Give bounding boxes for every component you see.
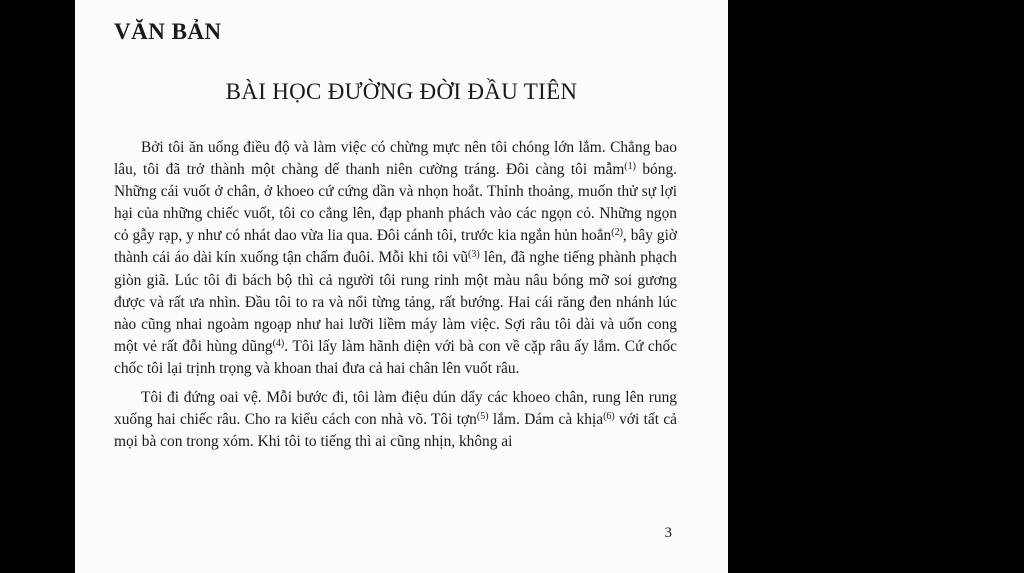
paragraph [114, 387, 677, 453]
page-title: BÀI HỌC ĐƯỜNG ĐỜI ĐẦU TIÊN [225, 79, 578, 104]
footnote-marker: (2) [611, 227, 623, 239]
body-text [114, 137, 677, 460]
text-run: , bây giờ thành cái áo dài kín xuống tận chấm đuôi. Mỗi khi tôi vũ [114, 227, 678, 267]
text-run: lắm. Dám cà khịa [488, 411, 604, 429]
section-label: VĂN BẢN [114, 19, 222, 44]
footnote-marker: (5) [476, 411, 489, 423]
text-run: Bởi tôi ăn uống điều độ và làm việc có chừng mực nên tôi chóng lớn lắm. Chẳng bao lâu, tôi đã trở thành một chàng dế thanh niên cường tráng. Đôi càng tôi mẫm [114, 139, 677, 179]
page-number: 3 [664, 525, 672, 541]
text-run: . Tôi lấy làm hãnh diện với bà con về cặp râu ấy lắm. Cứ chốc chốc tôi lại trịnh trọng và khoan thai đưa cả hai chân lên vuốt râu. [114, 337, 677, 377]
footnote-marker: (4) [272, 337, 285, 349]
text-run: Tôi đi đứng oai vệ. Mỗi bước đi, tôi làm điệu dún dẩy các khoeo chân, rung lên rung xuống hai chiếc râu. Cho ra kiểu cách con nhà võ. Tôi tợn [114, 389, 677, 429]
text-run: lên, đã nghe tiếng phành phạch giòn giã. Lúc tôi đi bách bộ thì cả người tôi rung rinh một màu nâu bóng mỡ soi gương được và rất ưa nhìn. Đầu tôi to ra và nổi từng tảng, rất bướng. Hai cái răng đen nhánh lúc nào cũng nhai ngoàm ngoạp như hai lưỡi liềm máy làm việc. Sợi râu tôi dài và uốn cong một vẻ rất đỗi hùng dũng [114, 249, 677, 355]
text-run: với tất cả mọi bà con trong xóm. Khi tôi to tiếng thì ai cũng nhịn, không ai [114, 411, 678, 451]
footnote-marker: (3) [468, 249, 480, 261]
footnote-marker: (6) [603, 411, 615, 423]
document-page [75, 0, 728, 573]
paragraph [114, 137, 677, 380]
footnote-marker: (1) [624, 161, 636, 173]
text-run: bóng. Những cái vuốt ở chân, ở khoeo cứ cứng dần và nhọn hoắt. Thỉnh thoảng, muốn thử sự lợi hại của những chiếc vuốt, tôi co cẳng lên, đạp phanh phách vào các ngọn cỏ. Những ngọn cỏ gẫy rạp, y như có nhát dao vừa lia qua. Đôi cánh tôi, trước kia ngắn hủn hoẳn [114, 161, 677, 245]
